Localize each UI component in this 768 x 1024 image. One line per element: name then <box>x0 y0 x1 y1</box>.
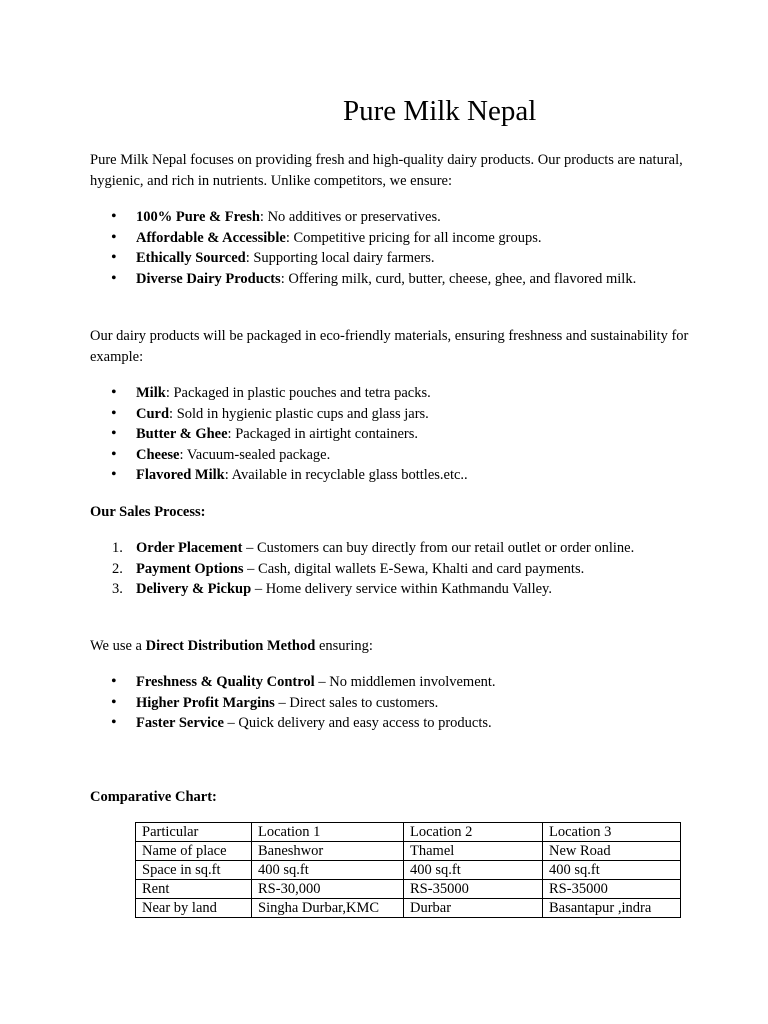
intro-paragraph: Pure Milk Nepal focuses on providing fresh and high-quality dairy products. Our products are natural, hygienic, and rich in nutrients. Unlike competitors, we ensure: <box>90 152 683 189</box>
table-cell: 400 sq.ft <box>404 861 543 880</box>
table-cell: Basantapur ,indra <box>543 899 681 918</box>
list-item: • Butter & Ghee: Packaged in airtight containers. <box>90 424 710 445</box>
table-cell: RS-35000 <box>404 880 543 899</box>
document-title: Pure Milk Nepal <box>343 95 537 127</box>
distribution-list <box>90 672 710 734</box>
list-item: • Affordable & Accessible: Competitive pricing for all income groups. <box>90 228 710 249</box>
table-cell: Name of place <box>136 842 252 861</box>
list-item: • Ethically Sourced: Supporting local dairy farmers. <box>90 248 710 269</box>
table-cell: RS-30,000 <box>252 880 404 899</box>
table-row <box>136 842 681 861</box>
table-cell: Space in sq.ft <box>136 861 252 880</box>
table-cell: Durbar <box>404 899 543 918</box>
packaging-list <box>90 383 710 486</box>
table-row <box>136 880 681 899</box>
list-item: 2. Payment Options – Cash, digital wallets E-Sewa, Khalti and card payments. <box>112 560 585 577</box>
list-item: • Cheese: Vacuum-sealed package. <box>90 445 710 466</box>
list-item: • Higher Profit Margins – Direct sales to customers. <box>90 693 710 714</box>
list-item: 1. Order Placement – Customers can buy directly from our retail outlet or order online. <box>112 540 635 556</box>
table-cell: 400 sq.ft <box>252 861 404 880</box>
sales-heading: Our Sales Process: <box>90 504 206 520</box>
sales-steps-list <box>90 538 710 600</box>
table-cell: Location 3 <box>543 823 681 842</box>
table-row <box>136 861 681 880</box>
list-item: • Faster Service – Quick delivery and easy access to products. <box>90 713 710 734</box>
list-item: 3. Delivery & Pickup – Home delivery service within Kathmandu Valley. <box>112 581 552 597</box>
list-item: • Diverse Dairy Products: Offering milk, curd, butter, cheese, ghee, and flavored milk. <box>90 269 710 290</box>
table-cell: Thamel <box>404 842 543 861</box>
table-cell: Location 2 <box>404 823 543 842</box>
chart-heading: Comparative Chart: <box>90 789 217 805</box>
table-row <box>136 899 681 918</box>
list-item: • Flavored Milk: Available in recyclable glass bottles.etc.. <box>90 465 710 486</box>
list-item: • Milk: Packaged in plastic pouches and tetra packs. <box>90 383 710 404</box>
comparison-table <box>135 822 681 918</box>
table-cell: Singha Durbar,KMC <box>252 899 404 918</box>
table-cell: Location 1 <box>252 823 404 842</box>
table-row <box>136 823 681 842</box>
list-item: • 100% Pure & Fresh: No additives or preservatives. <box>90 207 710 228</box>
table-cell: Near by land <box>136 899 252 918</box>
table-cell: RS-35000 <box>543 880 681 899</box>
table-cell: New Road <box>543 842 681 861</box>
features-list <box>90 207 710 289</box>
table-cell: Rent <box>136 880 252 899</box>
table-cell: Particular <box>136 823 252 842</box>
list-item: • Curd: Sold in hygienic plastic cups and glass jars. <box>90 404 710 425</box>
distribution-paragraph: We use a Direct Distribution Method ensuring: <box>90 638 373 654</box>
list-item: • Freshness & Quality Control – No middlemen involvement. <box>90 672 710 693</box>
table-cell: 400 sq.ft <box>543 861 681 880</box>
table-cell: Baneshwor <box>252 842 404 861</box>
packaging-paragraph: Our dairy products will be packaged in eco-friendly materials, ensuring freshness and sustainability for example: <box>90 328 689 365</box>
